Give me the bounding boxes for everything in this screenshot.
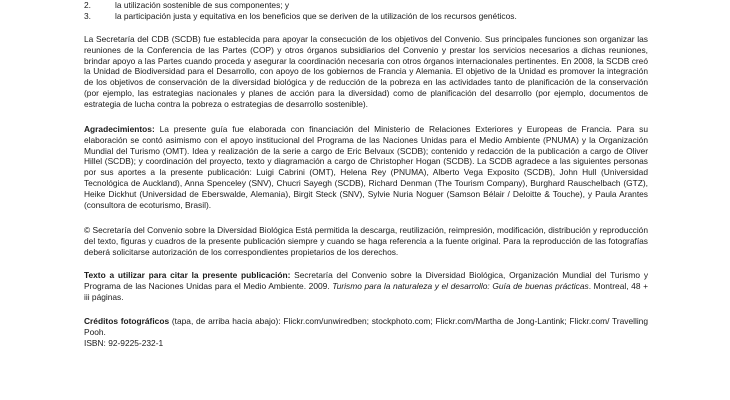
list-item: [84, 11, 517, 21]
citation-text: Secretaría del Convenio sobre la Diversidad Biológica, Organización Mundial del Turismo y Programa de las Naciones Unidas para el Medio Ambiente. 2009.: [84, 270, 649, 291]
copyright-paragraph: © Secretaría del Convenio sobre la Diversidad Biológica Está permitida la descarga, reutilización, reimpresión, modificación, distribución y reproducción del texto, figuras y cuadros de la presente publicación siempre y cuando se haga referencia a la fuente original. Para la reproducción de las fotografías deberá solicitarse autorización de los correspondientes propietarios de los derechos.: [84, 225, 648, 257]
list-item: [84, 0, 289, 10]
photo-credits-text: (tapa, de arriba hacia abajo): Flickr.com/unwiredben; stockphoto.com; Flickr.com/Martha de Jong-Lantink; Flickr.com/ Travelling Pooh.: [84, 316, 648, 337]
list-text: la utilización sostenible de sus componentes; y: [115, 0, 290, 10]
citation-label: Texto a utilizar para citar la presente publicación:: [84, 270, 291, 280]
scdb-paragraph: La Secretaría del CDB (SCDB) fue establecida para apoyar la consecución de los objetivos del Convenio. Sus principales funciones son organizar las reuniones de la Conferencia de las Partes (COP) y otros órganos subsidiarios del Convenio y prestar los servicios necesarios a dichas reuniones, brindar apoyo a las Partes cuando proceda y asegurar la coordinación necesaria con otros órganos internacionales pertinentes. En 2008, la SCDB creó la Unidad de Biodiversidad para el Desarrollo, con apoyo de los gobiernos de Francia y Alemania. El objetivo de la Unidad es promover la integración de los objetivos de conservación de la diversidad biológica y de reducción de la pobreza en las actividades tanto de planificación de la conservación (por ejemplo, las estrategias nacionales y planes de acción para la diversidad) como de planificación del desarrollo (por ejemplo, documentos de estrategia de lucha contra la pobreza o estrategias de desarrollo sostenible).: [84, 34, 648, 109]
isbn: ISBN: 92-9225-232-1: [84, 338, 164, 348]
acknowledgements-label: Agradecimientos:: [84, 124, 155, 134]
acknowledgements-paragraph: [84, 124, 648, 210]
citation-title: Turismo para la naturaleza y el desarrollo: Guía de buenas prácticas: [332, 280, 589, 291]
citation-paragraph: [84, 270, 648, 302]
photo-credits-paragraph: [84, 316, 648, 338]
list-number: 2.: [84, 0, 91, 10]
list-number: 3.: [84, 11, 91, 21]
photo-credits-label: Créditos fotográficos: [84, 316, 170, 326]
list-text: la participación justa y equitativa en los beneficios que se deriven de la utilización de los recursos genéticos.: [115, 11, 517, 21]
acknowledgements-text: La presente guía fue elaborada con financiación del Ministerio de Relaciones Exteriores y Europeas de Francia. Para su elaboración se contó asimismo con el apoyo institucional del Programa de las Naciones Unidas para el Medio Ambiente (PNUMA) y la Organización Mundial del Turismo (OMT). Idea y realización de la serie a cargo de Eric Belvaux (SCDB); contenido y redacción de la publicación a cargo de Oliver Hillel (SCDB); y coordinación del proyecto, texto y diagramación a cargo de Christopher Hogan (SCDB). La SCDB agradece a las siguientes personas por sus aportes a la presente publicación: Luigi Cabrini (OMT), Helena Rey (PNUMA), Alberto Vega Exposito (SCDB), John Hull (Universidad Tecnológica de Auckland), Anna Spenceley (SNV), Chucri Sayegh (SCDB), Richard Denman (The Tourism Company), Burghard Rauschelbach (GTZ), Heike Dickhut (Universidad de Eberswalde, Alemania), Birgit Steck (SNV), Sylvie Nuria Noguer (Samson Bélair / Deloitte & Touche), y Paula Arantes (consultora de ecoturismo, Brasil).: [84, 124, 648, 210]
citation-tail: . Montreal, 48 + iii páginas.: [84, 280, 648, 302]
